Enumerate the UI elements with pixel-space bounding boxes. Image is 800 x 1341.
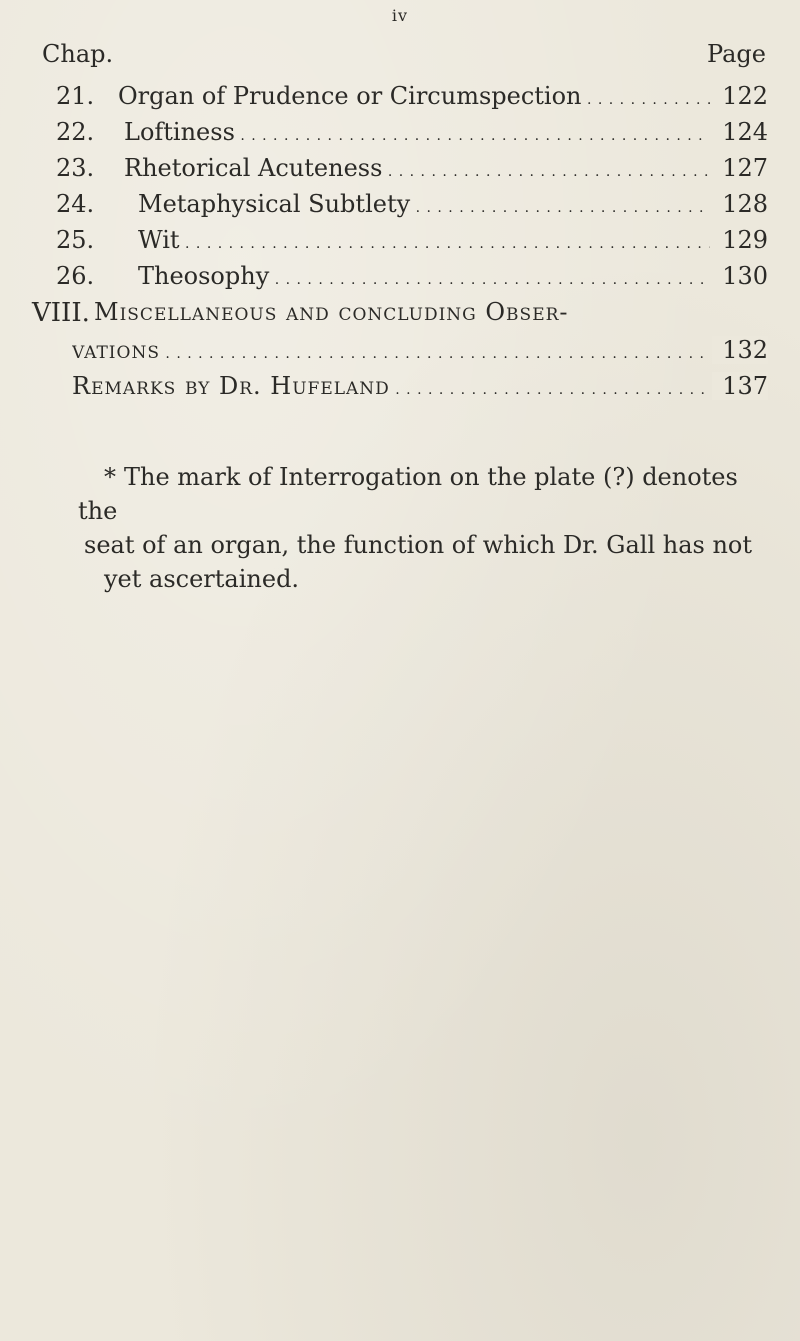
toc-entry-26 [0,262,800,296]
entry-number: 21. [56,82,95,110]
footnote-line1-wrap [78,460,764,528]
entry-page: 124 [712,118,768,146]
footnote-line1: The mark of Interrogation on the plate (?) denotes the [78,463,738,525]
footnote-line3: yet ascertained. [104,565,300,593]
section-title-line2: vations . . . [72,336,710,364]
entry-number: 26. [56,262,95,290]
footnote [78,460,764,596]
entry-page: 127 [712,154,768,182]
entry-title: Loftiness . . . [124,118,710,146]
section-title-line3: Remarks by Dr. Hufeland . . . [72,372,710,400]
entry-page: 129 [712,226,768,254]
entry-number: 25. [56,226,95,254]
entry-page: 122 [712,82,768,110]
chap-heading: Chap. [42,40,114,68]
entry-title: Theosophy . . . [138,262,710,290]
section-title-line1: Miscellaneous and concluding Obser- [94,298,569,326]
section-numeral: VIII. [32,298,90,328]
toc-entry-24 [0,190,800,224]
section-title-line3-row [0,372,800,406]
entry-page: 130 [712,262,768,290]
footnote-star: * [104,463,116,491]
entry-number: 23. [56,154,95,182]
toc-entry-25 [0,226,800,260]
column-headings [42,40,766,76]
page-folio: iv [391,6,409,25]
page-heading: Page [707,40,766,68]
section-page-132: 132 [712,336,768,364]
footnote-line2: seat of an organ, the function of which Dr. Gall has not [84,531,753,559]
toc-entry-22 [0,118,800,152]
toc-entry-23 [0,154,800,188]
entry-title: Rhetorical Acuteness . . . [124,154,710,182]
entry-page: 128 [712,190,768,218]
toc-entry-21 [0,82,800,116]
entry-title: Metaphysical Subtlety . . . [138,190,710,218]
entry-number: 22. [56,118,95,146]
entry-title: Wit . . . [138,226,710,254]
entry-number: 24. [56,190,95,218]
section-page-137: 137 [712,372,768,400]
section-title-line2-row [0,336,800,370]
entry-title: Organ of Prudence or Circumspection . . . [118,82,710,110]
